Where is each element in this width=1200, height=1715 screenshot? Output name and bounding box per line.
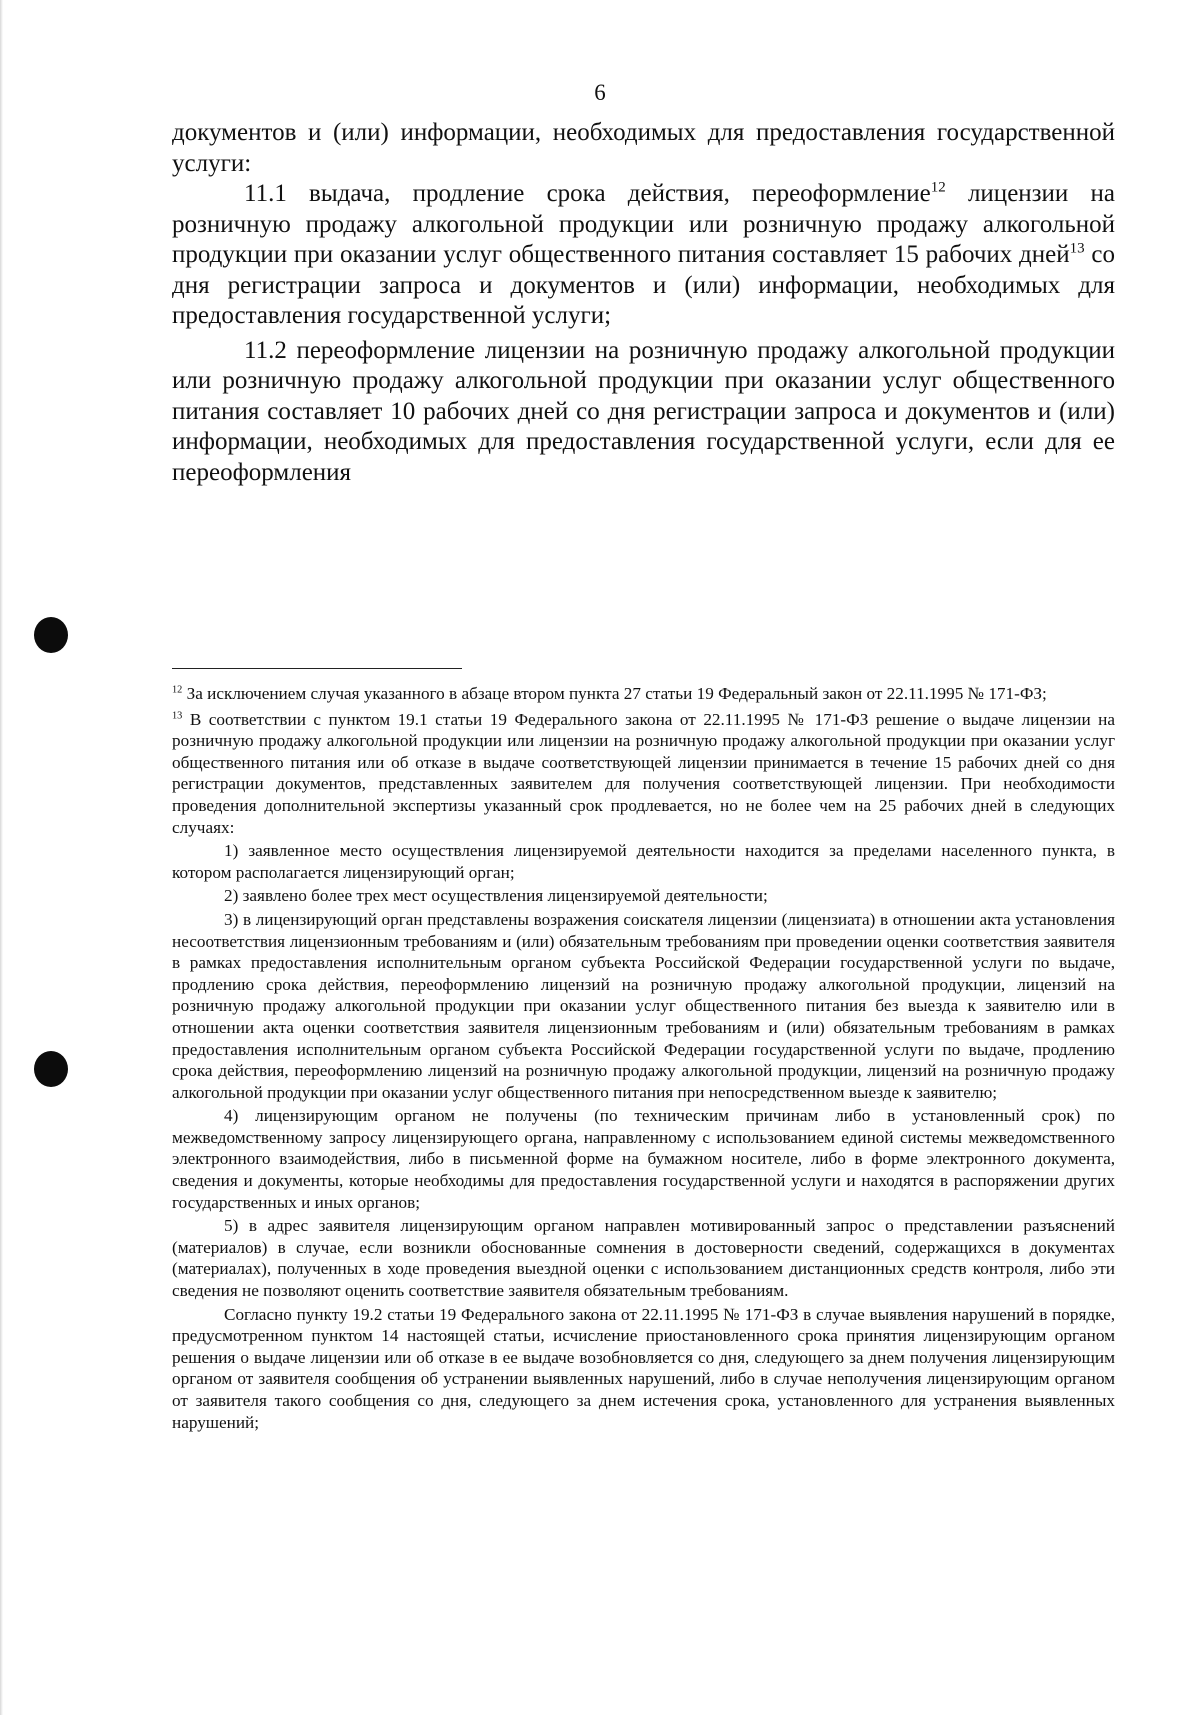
footnote-list-item: 5) в адрес заявителя лицензирующим органом направлен мотивированный запрос о представлении разъяснений (материалов) в случае, если возникли обоснованные сомнения в достоверности сведений, содержащихся в документах (материалах), полученных в ходе проведения выездной оценки с использованием дистанционных средств контроля, либо эти сведения не позволяют оценить соответствие заявителя обязательным требованиям.: [172, 1216, 1115, 1301]
footnotes: [172, 683, 1115, 1433]
footnote-ref-12: 12: [930, 179, 946, 196]
footnote-list-item: 1) заявленное место осуществления лицензируемой деятельности находится за пределами населенного пункта, в котором располагается лицензирующий орган;: [172, 841, 1115, 882]
footnote-ref-13: 13: [1069, 240, 1085, 257]
footnote-closing-paragraph: Согласно пункту 19.2 статьи 19 Федерального закона от 22.11.1995 № 171-ФЗ в случае выявления нарушений в порядке, предусмотренном пунктом 14 настоящей статьи, исчисление приостановленного срока принятия лицензирующим органом решения о выдаче лицензии или об отказе в ее выдаче возобновляется со дня, следующего за днем получения лицензирующим органом от заявителя сообщения об устранении выявленных нарушений, либо в случае неполучения лицензирующим органом от заявителя такого сообщения со дня, следующего за днем истечения срока, установленного для устранения выявленных нарушений;: [172, 1304, 1115, 1432]
main-text: [172, 118, 1115, 488]
paragraph-11-1-part-c: со дня регистрации запроса и документов и (или) информации, необходимых для предоставления государственной услуги;: [172, 241, 1115, 329]
paragraph-intro: документов и (или) информации, необходимых для предоставления государственной услуги:: [172, 119, 1115, 177]
scan-edge-shadow: [0, 0, 3, 1715]
paragraph-11-1-part-b: лицензии на розничную продажу алкогольной продукции или розничную продажу алкогольной продукции при оказании услуг общественного питания составляет 15 рабочих дней: [172, 180, 1115, 268]
footnote-list-item: 4) лицензирующим органом не получены (по техническим причинам либо в установленный срок) по межведомственному запросу лицензирующего органа, направленному с использованием единой системы межведомственного электронного взаимодействия, либо в письменной форме на бумажном носителе, либо в форме электронного документа, сведения и документы, которые необходимы для предоставления государственной услуги и находятся в распоряжении других государственных и иных органов;: [172, 1106, 1115, 1212]
paragraph-11-1-part-a: 11.1 выдача, продление срока действия, переоформление: [244, 180, 931, 207]
page-number: 6: [594, 80, 606, 105]
footnote-13-text: В соответствии с пунктом 19.1 статьи 19 Федерального закона от 22.11.1995 № 171-ФЗ решение о выдаче лицензии на розничную продажу алкогольной продукции или лицензии на розничную продажу алкогольной продукции при оказании услуг общественного питания или об отказе в выдаче соответствующей лицензии принимается в течение 15 рабочих дней со дня регистрации документов, представленных заявителем для получения соответствующей лицензии. При необходимости проведения дополнительной экспертизы указанный срок продлевается, но не более чем на 25 рабочих дней в следующих случаях:: [172, 709, 1115, 837]
footnote-13: [172, 709, 1115, 839]
footnote-13-mark: 13: [172, 709, 183, 721]
footnote-12-mark: 12: [172, 684, 183, 696]
footnote-separator: [172, 668, 462, 669]
punch-hole-bottom: [34, 1051, 68, 1087]
paragraph-11-2: 11.2 переоформление лицензии на розничную продажу алкогольной продукции или розничную продажу алкогольной продукции при оказании услуг общественного питания составляет 10 рабочих дней со дня регистрации запроса и документов и (или) информации, необходимых для предоставления государственной услуги, если для ее переоформления: [172, 336, 1115, 486]
footnote-12: [172, 683, 1115, 705]
footnote-12-text: За исключением случая указанного в абзаце втором пункта 27 статьи 19 Федеральный закон от 22.11.1995 № 171-ФЗ;: [182, 684, 1047, 703]
paragraph-11-1: [172, 179, 1115, 332]
footnote-list-item: 2) заявлено более трех мест осуществления лицензируемой деятельности;: [224, 886, 768, 906]
punch-hole-top: [34, 617, 68, 653]
footnote-list-item: 3) в лицензирующий орган представлены возражения соискателя лицензии (лицензиата) в отношении акта установления несоответствия лицензионным требованиям и (или) обязательным требованиям при проведении оценки соответствия заявителя в рамках предоставления исполнительным органом субъекта Российской Федерации государственной услуги по выдаче, продлению срока действия, переоформлению лицензий на розничную продажу алкогольной продукции, лицензий на розничную продажу алкогольной продукции при оказании услуг общественного питания без выезда к заявителю или в отношении акта оценки соответствия заявителя лицензионным требованиям и (или) обязательным требованиям в рамках предоставления исполнительным органом субъекта Российской Федерации государственной услуги по выдаче, продлению срока действия, переоформлению лицензий на розничную продажу алкогольной продукции, лицензий на розничную продажу алкогольной продукции при оказании услуг общественного питания при непосредственном выезде к заявителю;: [172, 909, 1115, 1102]
